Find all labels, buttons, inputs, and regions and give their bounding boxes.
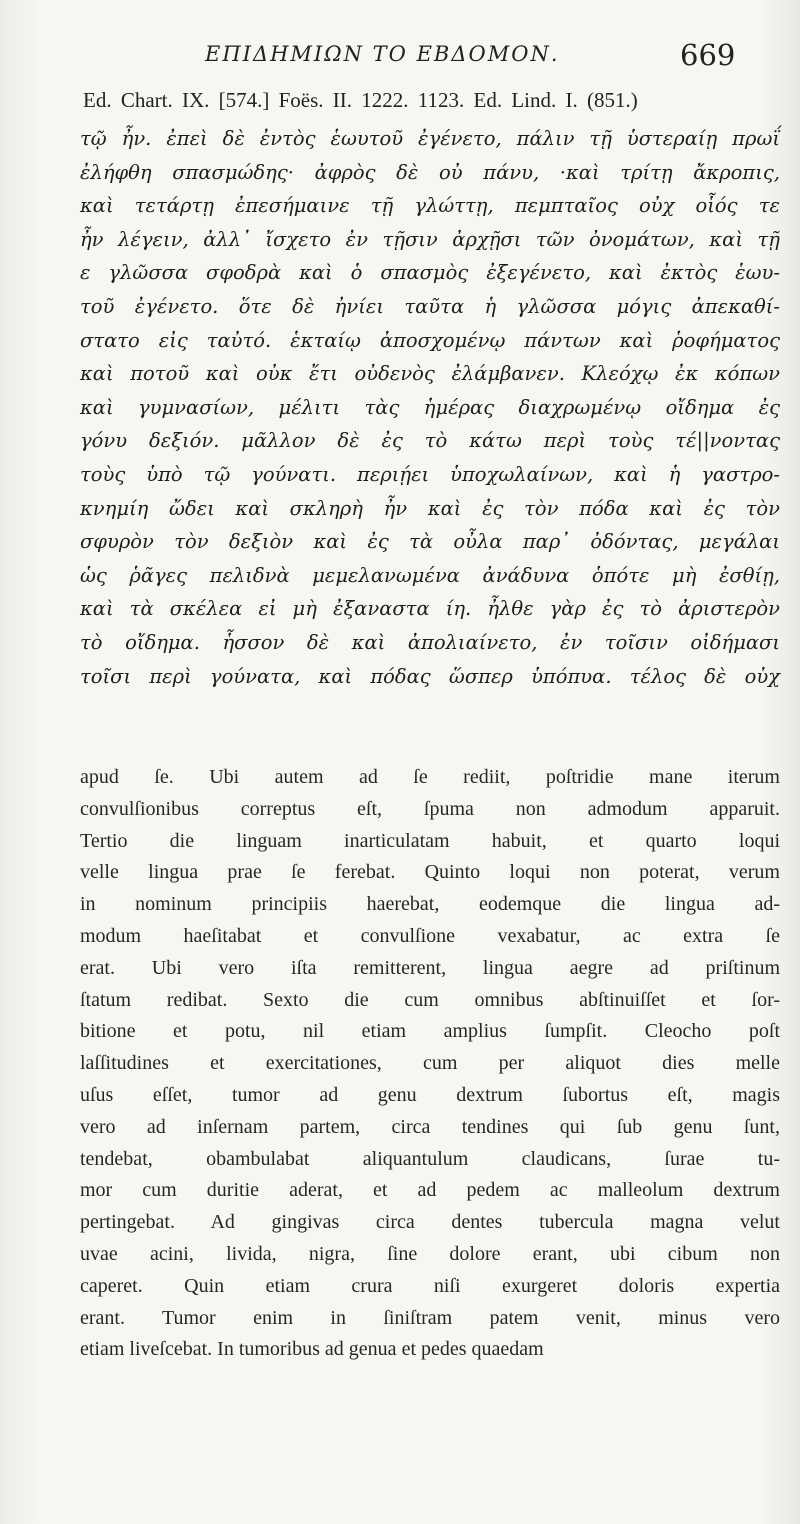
latin-line: mor cum duritie aderat, et ad pedem ac malleolum dextrum [80,1179,780,1202]
latin-line: pertingebat. Ad gingivas circa dentes tubercula magna velut [80,1211,780,1234]
greek-line: τοῦ ἐγένετο. ὅτε δὲ ἠνίει ταῦτα ἡ γλῶσσα μόγις ἀπεκαθί- [80,294,780,318]
greek-line: τῷ ἦν. ἐπεὶ δὲ ἐντὸς ἑωυτοῦ ἐγένετο, πάλιν τῇ ὑστεραίῃ πρωΐ [80,127,780,150]
greek-line: καὶ τετάρτῃ ἐπεσήμαινε τῇ γλώττῃ, πεμπταῖος οὐχ οἷός τε [80,194,780,218]
latin-line: erat. Ubi vero iſta remitterent, lingua aegre ad priſtinum [80,956,780,979]
greek-line: καὶ τὰ σκέλεα εἰ μὴ ἐξαναστα ίη. ἦλθε γὰρ ἐς τὸ ἀριστερὸν [80,597,780,621]
greek-line: στατο εἰς ταὐτό. ἑκταίῳ ἀποσχομένῳ πάντων καὶ ῥοφήματος [80,328,780,352]
running-head [0,36,800,76]
latin-line: modum haeſitabat et convulſione vexabatur, ac extra ſe [80,924,780,947]
greek-line: γόνυ δεξιόν. μᾶλλον δὲ ἐς τὸ κάτω περὶ τοὺς τέ||νοντας [80,429,780,453]
latin-line: apud ſe. Ubi autem ad ſe rediit, poſtridie mane iterum [80,766,780,788]
latin-line: tendebat, obambulabat aliquantulum claudicans, ſurae tu- [80,1147,780,1170]
greek-line: κνημίη ὤδει καὶ σκληρὴ ἦν καὶ ἐς τὸν πόδα καὶ ἐς τὸν [80,496,780,520]
latin-text-block [80,762,780,1366]
latin-line: velle lingua prae ſe ferebat. Quinto loqui non poterat, verum [80,861,780,884]
latin-line: erant. Tumor enim in ſiniſtram patem venit, minus vero [80,1306,780,1329]
latin-line: ſtatum redibat. Sexto die cum omnibus abſtinuiſſet et ſor- [80,988,780,1011]
edition-references: Ed. Chart. IX. [574.] Foës. II. 1222. 1123. Ed. Lind. I. (851.) [83,88,638,112]
greek-line: καὶ γυμνασίων, μέλιτι τὰς ἡμέρας διαχρωμένῳ οἴδημα ἐς [80,395,780,419]
latin-line: caperet. Quin etiam crura niſi exurgeret doloris expertia [80,1274,780,1297]
latin-line: bitione et potu, nil etiam amplius ſumpſit. Cleocho poſt [80,1020,780,1043]
latin-line: vero ad inſernam partem, circa tendines qui ſub genu ſunt, [80,1115,780,1138]
greek-line: ὡς ῥᾶγες πελιδνὰ μεμελανωμένα ἀνάδυνα ὁπότε μὴ ἐσθίῃ, [80,563,780,587]
greek-line: σφυρὸν τὸν δεξιὸν καὶ ἐς τὰ οὖλα παρ᾽ ὀδόντας, μεγάλαι [80,530,780,554]
greek-line: τοῖσι περὶ γούνατα, καὶ πόδας ὥσπερ ὑπόπυα. τέλος δὲ οὐχ [80,664,780,688]
greek-line: ε γλῶσσα σφοδρὰ καὶ ὁ σπασμὸς ἐξεγένετο, καὶ ἐκτὸς ἑωυ- [80,261,780,285]
latin-line: uvae acini, livida, nigra, ſine dolore erant, ubi cibum non [80,1242,780,1265]
greek-line: ἐλήφθη σπασμώδης· ἀφρὸς δὲ οὐ πάνυ, ·καὶ τρίτῃ ἄκροπις, [80,160,780,184]
latin-line: Tertio die linguam inarticulatam habuit, et quarto loqui [80,829,780,852]
latin-line: uſus eſſet, tumor ad genu dextrum ſubortus eſt, magis [80,1083,780,1106]
page-number: 669 [680,38,736,72]
latin-line: in nominum principiis haerebat, eodemque die lingua ad- [80,893,780,916]
running-title: ΕΠΙΔΗΜΙΩΝ ΤΟ ΕΒΔΟΜΟΝ. [205,42,560,66]
greek-line: ἦν λέγειν, ἀλλ᾽ ἴσχετο ἐν τῇσιν ἀρχῇσι τῶν ὀνομάτων, καὶ τῇ [80,227,780,251]
latin-line: convulſionibus correptus eſt, ſpuma non admodum apparuit. [80,797,780,820]
greek-line: τοὺς ὑπὸ τῷ γούνατι. περιῄει ὑποχωλαίνων, καὶ ἡ γαστρο- [80,462,780,486]
greek-line: τὸ οἴδημα. ἧσσον δὲ καὶ ἀπολιαίνετο, ἐν τοῖσιν οἰδήμασι [80,630,780,654]
latin-line: laſſitudines et exercitationes, cum per aliquot dies melle [80,1052,780,1075]
greek-line: καὶ ποτοῦ καὶ οὐκ ἔτι οὐδενὸς ἐλάμβανεν. Κλεόχῳ ἐκ κόπων [80,362,780,386]
greek-text-block [80,122,780,693]
latin-line: etiam liveſcebat. In tumoribus ad genua et pedes quaedam [80,1338,544,1361]
